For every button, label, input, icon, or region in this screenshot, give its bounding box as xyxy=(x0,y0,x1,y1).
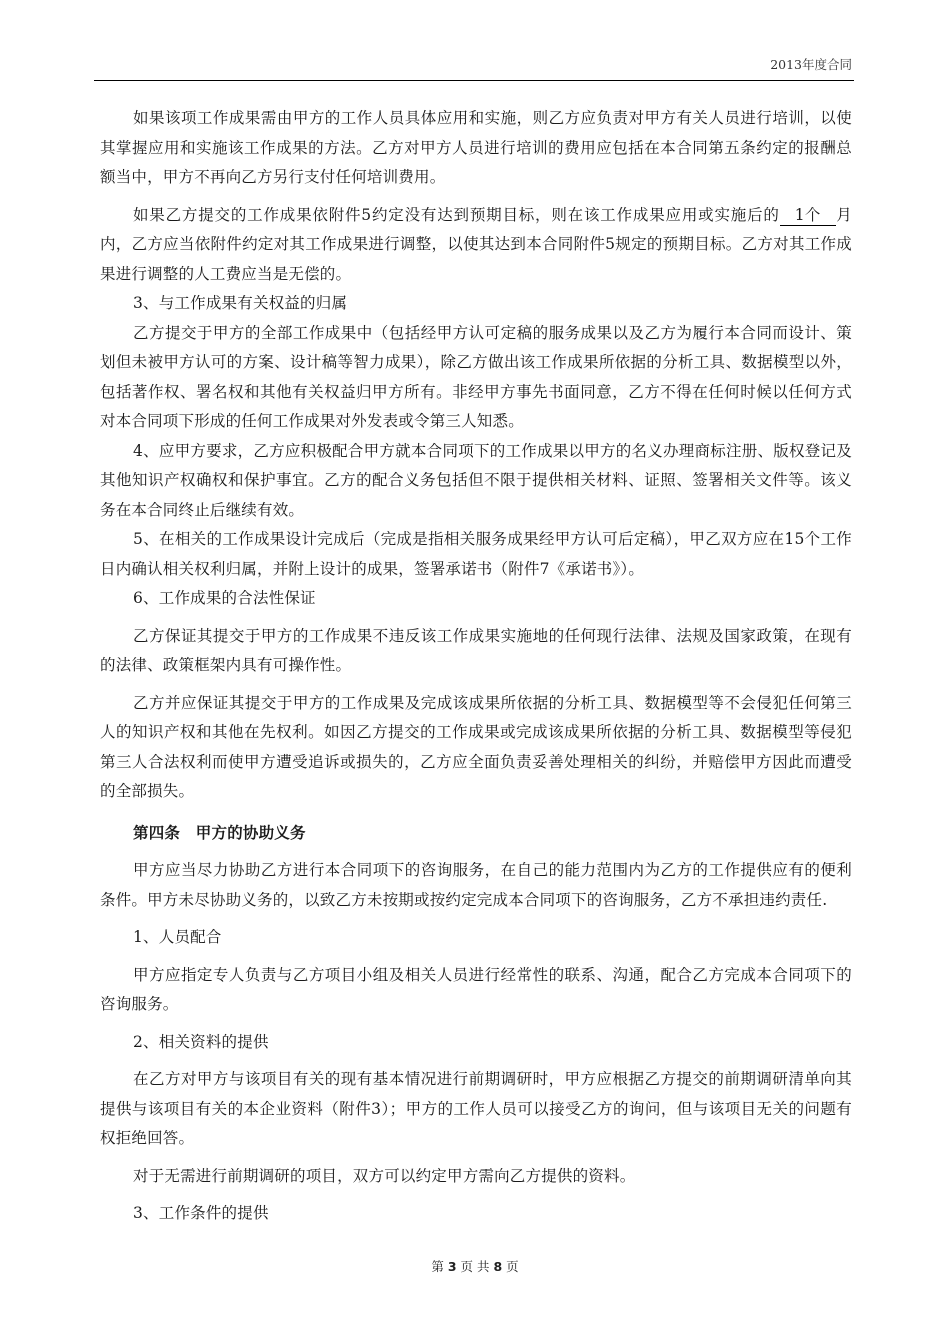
adjustment-text-before: 如果乙方提交的工作成果依附件5约定没有达到预期目标，则在该工作成果应用或实施后的 xyxy=(133,205,780,224)
footer-page-number: 3 xyxy=(447,1259,457,1274)
footer-middle: 页 共 xyxy=(460,1259,490,1274)
paragraph-ip-cooperation: 4、应甲方要求，乙方应积极配合甲方就本合同项下的工作成果以甲方的名义办理商标注册、版权登记及其他知识产权确权和保护事宜。乙方的配合义务包括但不限于提供相关材料、证照、签署相关文件等。该义务在本合同终止后继续有效。 xyxy=(100,441,852,519)
footer-total-pages: 8 xyxy=(493,1259,503,1274)
paragraph-legality-guarantee: 乙方保证其提交于甲方的工作成果不违反该工作成果实施地的任何现行法律、法规及国家政策，在现有的法律、政策框架内具有可操作性。 xyxy=(100,626,852,674)
subheading-rights-ownership: 3、与工作成果有关权益的归属 xyxy=(133,294,348,312)
paragraph-materials-provision: 在乙方对甲方与该项目有关的现有基本情况进行前期调研时，甲方应根据乙方提交的前期调研清单向其提供与该项目有关的本企业资料（附件3）；甲方的工作人员可以接受乙方的询问，但与该项目无关的问题有权拒绝回答。 xyxy=(100,1070,852,1147)
page-footer xyxy=(0,1257,950,1275)
article-heading: 第四条 甲方的协助义务 xyxy=(133,823,306,842)
paragraph-rights-confirmation: 5、在相关的工作成果设计完成后（完成是指相关服务成果经甲方认可后定稿），甲乙双方应在15个工作日内确认相关权利归属，并附上设计的成果，签署承诺书（附件7《承诺书》）。 xyxy=(100,530,852,578)
paragraph-staff-cooperation: 甲方应指定专人负责与乙方项目小组及相关人员进行经常性的联系、沟通，配合乙方完成本合同项下的咨询服务。 xyxy=(100,965,852,1013)
subheading-materials-provision: 2、相关资料的提供 xyxy=(133,1032,269,1051)
paragraph-no-research: 对于无需进行前期调研的项目，双方可以约定甲方需向乙方提供的资料。 xyxy=(133,1166,636,1185)
subheading-work-conditions: 3、工作条件的提供 xyxy=(133,1204,269,1222)
adjustment-text-after: 月内，乙方应当依附件约定对其工作成果进行调整，以使其达到本合同附件5规定的预期目标。乙方对其工作成果进行调整的人工费应当是无偿的。 xyxy=(100,205,852,283)
paragraph-rights-ownership: 乙方提交于甲方的全部工作成果中（包括经甲方认可定稿的服务成果以及乙方为履行本合同而设计、策划但未被甲方认可的方案、设计稿等智力成果），除乙方做出该工作成果所依据的分析工具、数据模型以外，包括著作权、署名权和其他有关权益归甲方所有。非经甲方事先书面同意，乙方不得在任何时候以任何方式对本合同项下形成的任何工作成果对外发表或令第三人知悉。 xyxy=(100,323,852,430)
header-title: 2013年度合同 xyxy=(770,57,852,72)
document-body xyxy=(100,104,852,1229)
paragraph-assistance-obligation: 甲方应当尽力协助乙方进行本合同项下的咨询服务，在自己的能力范围内为乙方的工作提供应有的便利条件。甲方未尽协助义务的，以致乙方未按期或按约定完成本合同项下的咨询服务，乙方不承担违约责任. xyxy=(100,861,852,909)
subheading-legality-guarantee: 6、工作成果的合法性保证 xyxy=(133,589,316,607)
paragraph-infringement-guarantee: 乙方并应保证其提交于甲方的工作成果及完成该成果所依据的分析工具、数据模型等不会侵犯任何第三人的知识产权和其他在先权利。如因乙方提交的工作成果或完成该成果所依据的分析工具、数据模型等侵犯第三人合法权利而使甲方遭受追诉或损失的，乙方应全面负责妥善处理相关的纠纷，并赔偿甲方因此而遭受的全部损失。 xyxy=(100,693,852,800)
paragraph-adjustment xyxy=(100,201,852,290)
adjustment-period-blank: 1个 xyxy=(780,205,836,226)
footer-prefix: 第 xyxy=(431,1259,444,1274)
footer-suffix: 页 xyxy=(506,1259,519,1274)
subheading-staff-cooperation: 1、人员配合 xyxy=(133,928,222,946)
paragraph-training: 如果该项工作成果需由甲方的工作人员具体应用和实施，则乙方应负责对甲方有关人员进行培训，以使其掌握应用和实施该工作成果的方法。乙方对甲方人员进行培训的费用应包括在本合同第五条约定的报酬总额当中，甲方不再向乙方另行支付任何培训费用。 xyxy=(100,109,852,186)
header-divider xyxy=(94,80,854,81)
